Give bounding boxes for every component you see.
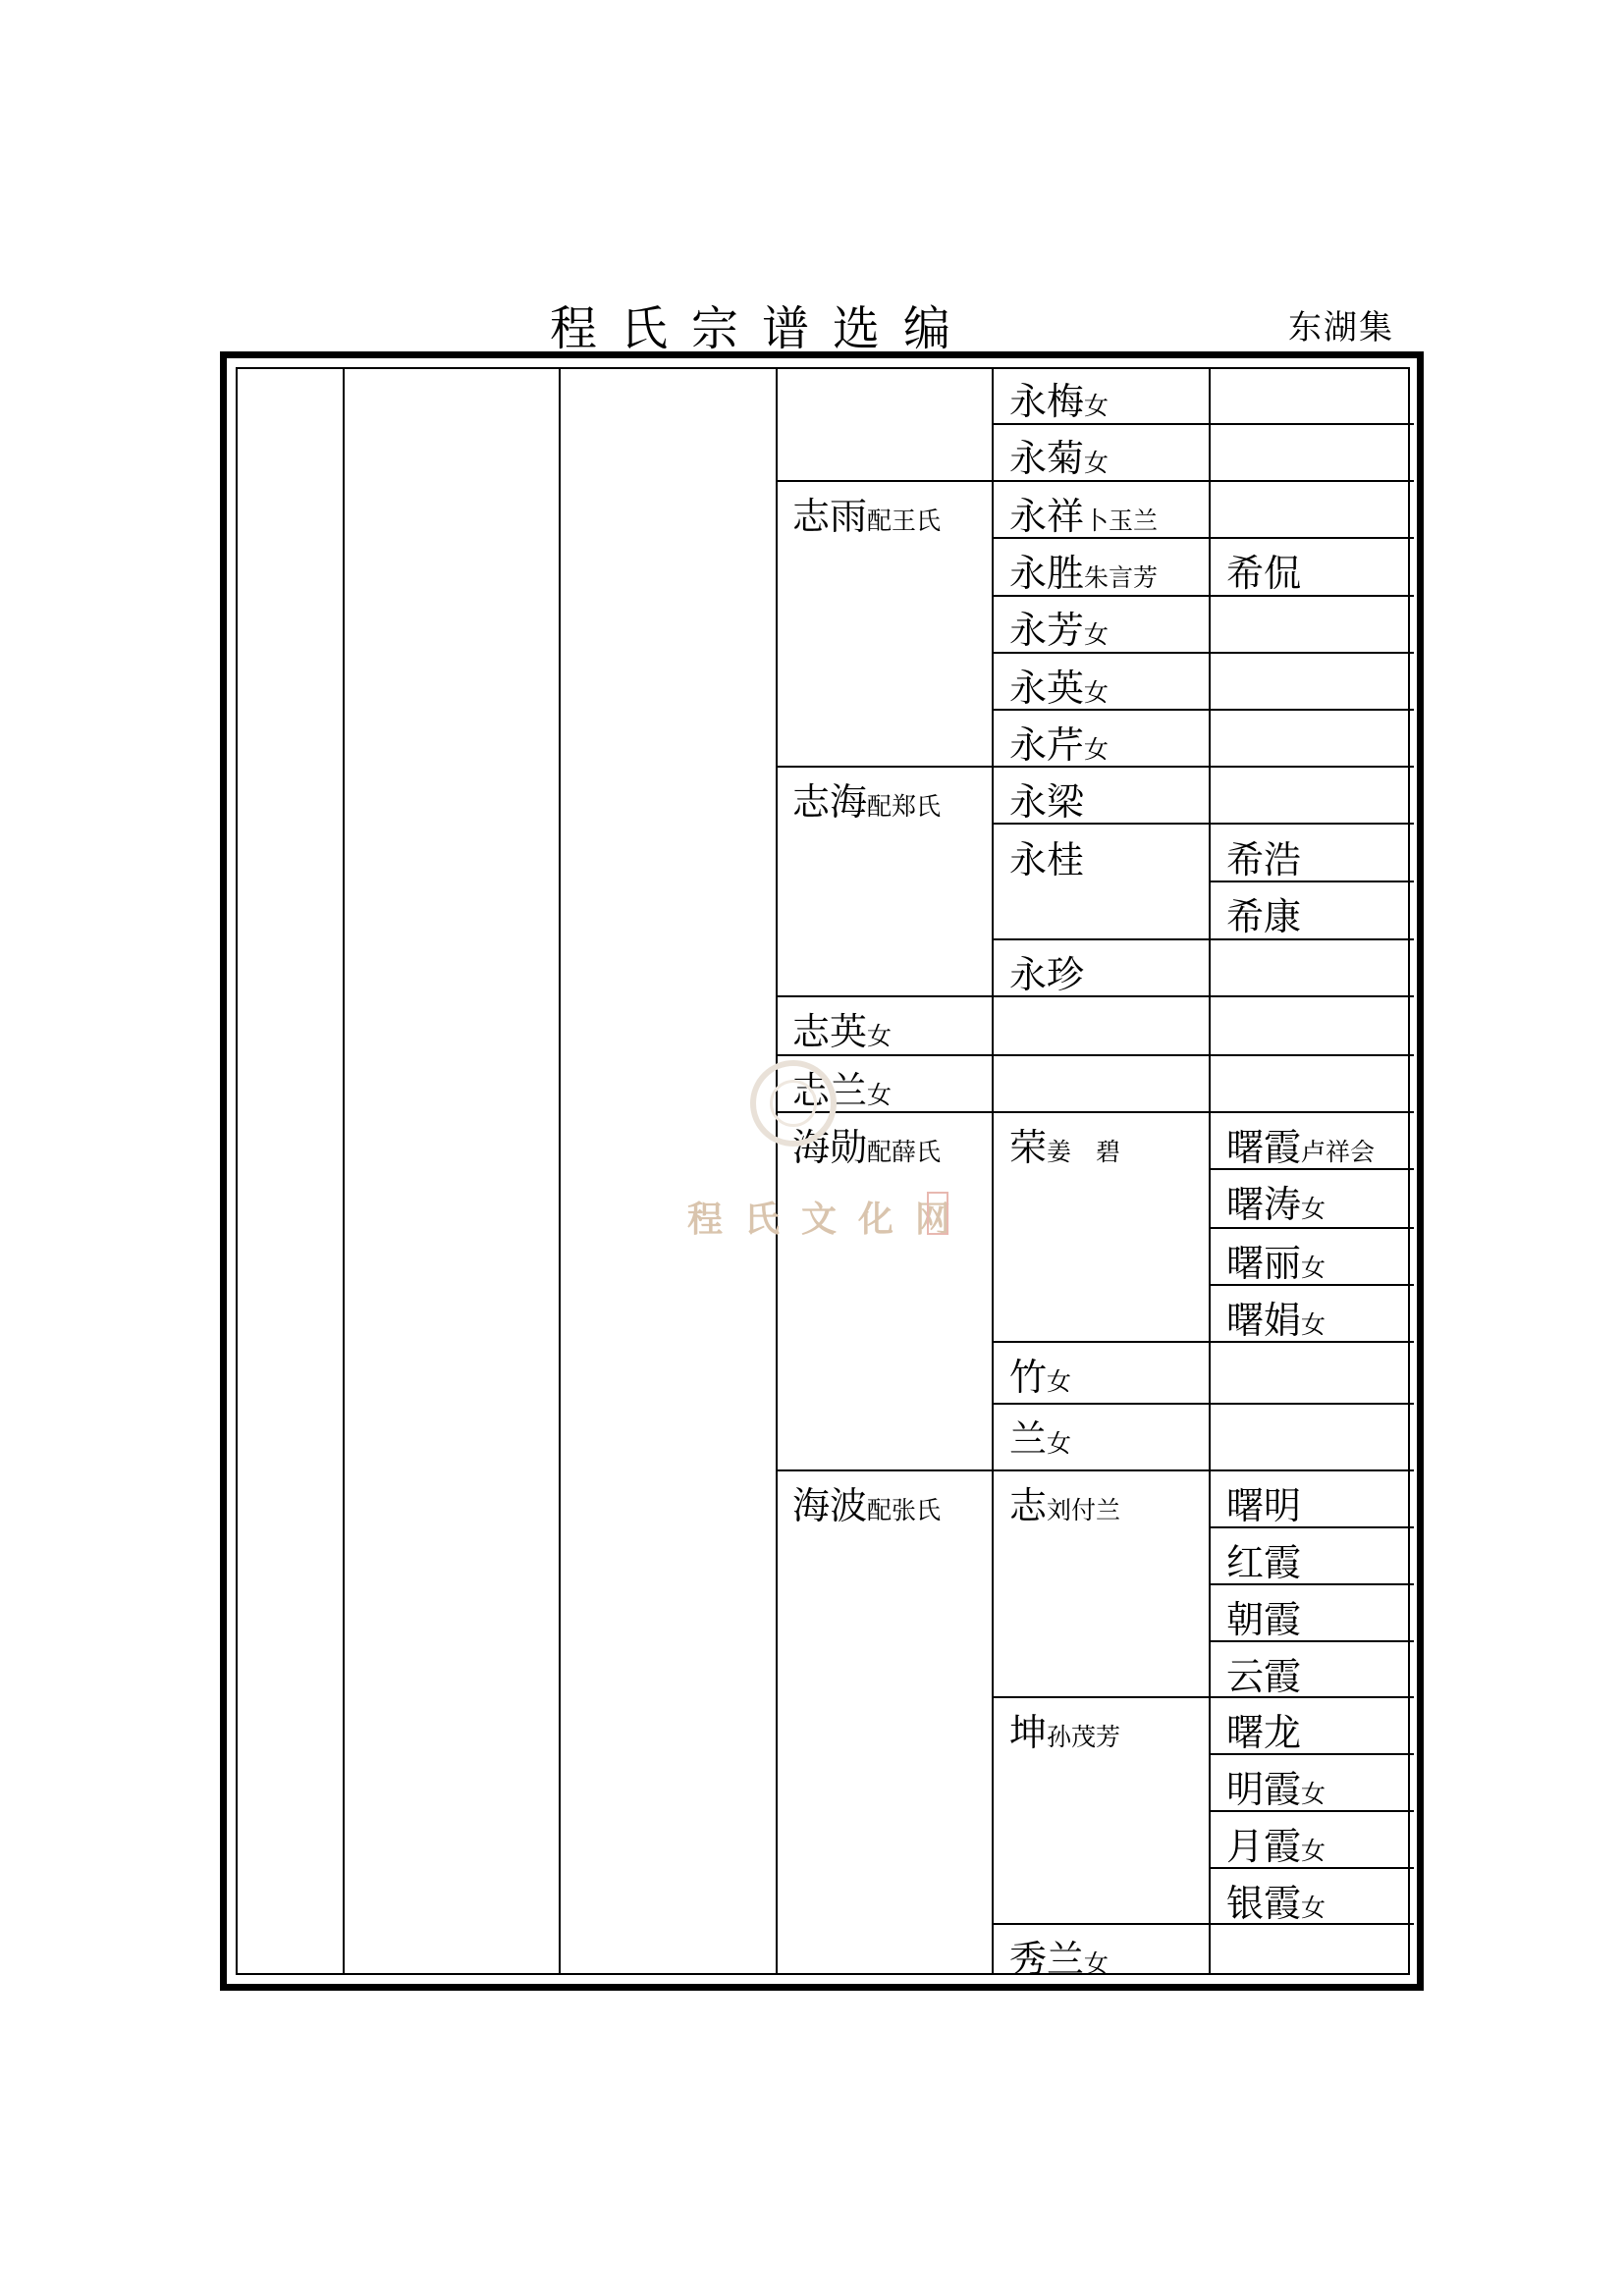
person-name: 荣 xyxy=(1009,1126,1048,1169)
person-note: 女 xyxy=(1301,1254,1326,1282)
person-name: 坤 xyxy=(1009,1711,1048,1754)
person-name: 永梅 xyxy=(1009,380,1085,423)
watermark-seal-inner xyxy=(770,1080,817,1127)
person-name: 希浩 xyxy=(1226,838,1302,881)
person-note: 刘付兰 xyxy=(1047,1496,1121,1524)
person-name: 曙涛 xyxy=(1226,1183,1302,1226)
person-note: 配张氏 xyxy=(867,1496,942,1524)
column-divider xyxy=(559,369,561,1973)
row-divider xyxy=(992,1403,1414,1405)
row-divider xyxy=(776,766,1414,768)
person-note: 女 xyxy=(1301,1837,1326,1865)
person-note: 卜玉兰 xyxy=(1084,507,1159,535)
person-entry xyxy=(1009,1711,1121,1754)
person-entry xyxy=(1226,1882,1326,1925)
page-title: 程氏宗谱选编 xyxy=(550,301,975,356)
person-entry xyxy=(1226,895,1302,938)
person-name: 明霞 xyxy=(1226,1768,1302,1811)
person-name: 希康 xyxy=(1226,895,1302,938)
row-divider xyxy=(992,1696,1414,1698)
person-entry xyxy=(792,1010,893,1053)
person-entry xyxy=(1009,1484,1121,1527)
person-name: 海勋 xyxy=(792,1126,868,1169)
person-note: 女 xyxy=(1301,1894,1326,1922)
person-entry xyxy=(1226,1299,1326,1342)
person-name: 曙明 xyxy=(1226,1484,1302,1527)
person-name: 月霞 xyxy=(1226,1825,1302,1868)
person-entry xyxy=(1009,953,1085,996)
person-note: 女 xyxy=(1301,1310,1326,1339)
person-name: 志兰 xyxy=(792,1069,868,1112)
person-entry xyxy=(1226,552,1302,595)
person-note: 女 xyxy=(1301,1780,1326,1808)
person-note: 女 xyxy=(1084,620,1110,649)
person-note: 女 xyxy=(1047,1367,1072,1396)
person-name: 海波 xyxy=(792,1484,868,1527)
person-entry xyxy=(1226,1183,1326,1226)
person-entry xyxy=(1226,1711,1302,1754)
person-name: 永珍 xyxy=(1009,953,1085,996)
person-note: 女 xyxy=(1084,449,1110,477)
row-divider xyxy=(776,480,1414,482)
person-entry xyxy=(1226,1126,1376,1169)
person-name: 红霞 xyxy=(1226,1541,1302,1584)
person-entry xyxy=(1009,609,1110,652)
person-note: 女 xyxy=(1047,1429,1072,1458)
watermark-text: 程氏文化网 xyxy=(687,1199,973,1240)
person-entry xyxy=(1226,1598,1302,1641)
person-name: 兰 xyxy=(1009,1417,1048,1461)
column-divider xyxy=(992,369,994,1973)
person-name: 曙龙 xyxy=(1226,1711,1302,1754)
person-note: 卢祥会 xyxy=(1301,1138,1376,1166)
person-entry xyxy=(1009,1417,1072,1461)
person-entry xyxy=(792,1484,942,1527)
person-name: 志 xyxy=(1009,1484,1048,1527)
column-divider xyxy=(343,369,345,1973)
row-divider xyxy=(1209,1227,1414,1229)
person-entry xyxy=(1009,380,1110,423)
row-divider xyxy=(776,995,1414,997)
person-entry xyxy=(1009,495,1159,538)
person-entry xyxy=(1009,1356,1072,1399)
person-entry xyxy=(1009,1938,1110,1981)
person-entry xyxy=(1009,552,1159,595)
person-name: 希侃 xyxy=(1226,552,1302,595)
person-name: 秀兰 xyxy=(1009,1938,1085,1981)
person-entry xyxy=(1226,1655,1302,1698)
person-name: 志英 xyxy=(792,1010,868,1053)
person-entry xyxy=(1009,1126,1121,1169)
person-note: 配王氏 xyxy=(867,507,942,535)
row-divider xyxy=(992,1923,1414,1925)
person-name: 朝霞 xyxy=(1226,1598,1302,1641)
person-entry xyxy=(1226,1484,1302,1527)
person-name: 竹 xyxy=(1009,1356,1048,1399)
row-divider xyxy=(992,595,1414,597)
person-name: 永菊 xyxy=(1009,437,1085,480)
person-name: 永祥 xyxy=(1009,495,1085,538)
person-note: 孙茂芳 xyxy=(1047,1723,1121,1751)
person-name: 永胜 xyxy=(1009,552,1085,595)
row-divider xyxy=(776,1111,1414,1113)
column-divider xyxy=(1209,369,1211,1973)
person-note: 姜 碧 xyxy=(1047,1138,1121,1166)
person-entry xyxy=(1226,838,1302,881)
person-entry xyxy=(1009,667,1110,710)
person-note: 女 xyxy=(1084,735,1110,764)
person-note: 女 xyxy=(867,1022,893,1050)
watermark-stamp-icon xyxy=(927,1192,948,1235)
person-note: 女 xyxy=(1084,1949,1110,1978)
person-name: 永芳 xyxy=(1009,609,1085,652)
person-entry xyxy=(1009,723,1110,767)
person-note: 朱言芳 xyxy=(1084,563,1159,592)
person-entry xyxy=(792,780,942,824)
row-divider xyxy=(992,1341,1414,1343)
person-entry xyxy=(1226,1768,1326,1811)
person-note: 女 xyxy=(867,1081,893,1109)
person-note: 女 xyxy=(1301,1195,1326,1223)
row-divider xyxy=(776,1054,1414,1056)
row-divider xyxy=(992,652,1414,654)
person-name: 云霞 xyxy=(1226,1655,1302,1698)
person-name: 曙娟 xyxy=(1226,1299,1302,1342)
person-note: 配薛氏 xyxy=(867,1138,942,1166)
person-name: 银霞 xyxy=(1226,1882,1302,1925)
row-divider xyxy=(992,938,1414,940)
person-name: 曙丽 xyxy=(1226,1242,1302,1285)
person-name: 永英 xyxy=(1009,667,1085,710)
row-divider xyxy=(776,1469,1414,1471)
person-name: 永芹 xyxy=(1009,723,1085,767)
column-divider xyxy=(776,369,778,1973)
person-name: 永梁 xyxy=(1009,780,1085,824)
person-name: 曙霞 xyxy=(1226,1126,1302,1169)
person-name: 永桂 xyxy=(1009,838,1085,881)
person-entry xyxy=(1009,437,1110,480)
person-entry xyxy=(1226,1825,1326,1868)
person-note: 女 xyxy=(1084,678,1110,707)
person-entry xyxy=(1226,1242,1326,1285)
person-name: 志海 xyxy=(792,780,868,824)
genealogy-table xyxy=(236,367,1410,1981)
person-entry xyxy=(1009,780,1085,824)
person-note: 配郑氏 xyxy=(867,792,942,821)
person-note: 女 xyxy=(1084,392,1110,420)
person-name: 志雨 xyxy=(792,495,868,538)
genealogy-table-frame xyxy=(220,351,1424,1991)
row-divider xyxy=(992,423,1414,425)
person-entry xyxy=(1009,838,1085,881)
watermark-seal-icon xyxy=(750,1060,837,1147)
volume-label: 东湖集 xyxy=(1288,308,1394,347)
person-entry xyxy=(792,495,942,538)
person-entry xyxy=(1226,1541,1302,1584)
